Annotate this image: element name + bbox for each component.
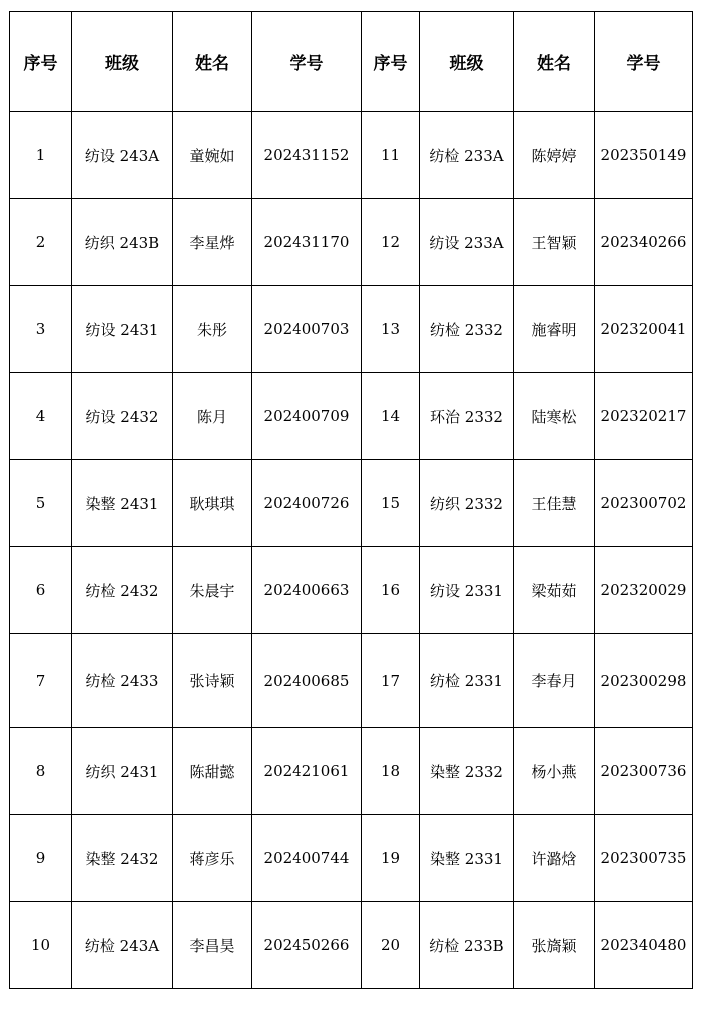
table-row xyxy=(10,815,693,902)
header-class-left: 班级 xyxy=(72,12,173,112)
student-id-cell: 202400726 xyxy=(252,460,362,547)
class-cell: 纺设 243A xyxy=(72,112,173,199)
class-cell: 纺织 2332 xyxy=(420,460,514,547)
table-row xyxy=(10,286,693,373)
name-cell: 杨小燕 xyxy=(514,728,595,815)
class-cell: 纺织 243B xyxy=(72,199,173,286)
seq-cell: 11 xyxy=(362,112,420,199)
table-row xyxy=(10,728,693,815)
seq-cell: 10 xyxy=(10,902,72,989)
class-cell: 纺设 2431 xyxy=(72,286,173,373)
header-seq-left: 序号 xyxy=(10,12,72,112)
header-id-left: 学号 xyxy=(252,12,362,112)
student-id-cell: 202450266 xyxy=(252,902,362,989)
student-id-cell: 202400663 xyxy=(252,547,362,634)
name-cell: 王智颖 xyxy=(514,199,595,286)
seq-cell: 18 xyxy=(362,728,420,815)
name-cell: 陈甜懿 xyxy=(173,728,252,815)
table-row xyxy=(10,112,693,199)
student-id-cell: 202300735 xyxy=(595,815,693,902)
name-cell: 李昌昊 xyxy=(173,902,252,989)
name-cell: 蒋彦乐 xyxy=(173,815,252,902)
class-cell: 纺检 2432 xyxy=(72,547,173,634)
header-name-left: 姓名 xyxy=(173,12,252,112)
class-cell: 纺织 2431 xyxy=(72,728,173,815)
header-class-right: 班级 xyxy=(420,12,514,112)
name-cell: 王佳慧 xyxy=(514,460,595,547)
student-id-cell: 202350149 xyxy=(595,112,693,199)
student-id-cell: 202320217 xyxy=(595,373,693,460)
name-cell: 陈婷婷 xyxy=(514,112,595,199)
name-cell: 陆寒松 xyxy=(514,373,595,460)
header-name-right: 姓名 xyxy=(514,12,595,112)
seq-cell: 3 xyxy=(10,286,72,373)
class-cell: 染整 2332 xyxy=(420,728,514,815)
seq-cell: 19 xyxy=(362,815,420,902)
header-seq-right: 序号 xyxy=(362,12,420,112)
name-cell: 耿琪琪 xyxy=(173,460,252,547)
name-cell: 张诗颖 xyxy=(173,634,252,728)
seq-cell: 14 xyxy=(362,373,420,460)
seq-cell: 20 xyxy=(362,902,420,989)
class-cell: 纺检 2433 xyxy=(72,634,173,728)
header-id-right: 学号 xyxy=(595,12,693,112)
table-row xyxy=(10,634,693,728)
class-cell: 染整 2331 xyxy=(420,815,514,902)
name-cell: 童婉如 xyxy=(173,112,252,199)
seq-cell: 8 xyxy=(10,728,72,815)
class-cell: 纺检 233B xyxy=(420,902,514,989)
header-row xyxy=(10,12,693,112)
class-cell: 纺检 2332 xyxy=(420,286,514,373)
student-id-cell: 202400685 xyxy=(252,634,362,728)
student-id-cell: 202431152 xyxy=(252,112,362,199)
student-id-cell: 202431170 xyxy=(252,199,362,286)
class-cell: 纺检 243A xyxy=(72,902,173,989)
student-id-cell: 202400709 xyxy=(252,373,362,460)
student-roster-table xyxy=(9,11,693,989)
student-id-cell: 202300298 xyxy=(595,634,693,728)
name-cell: 陈月 xyxy=(173,373,252,460)
student-id-cell: 202320041 xyxy=(595,286,693,373)
name-cell: 许潞焓 xyxy=(514,815,595,902)
seq-cell: 12 xyxy=(362,199,420,286)
class-cell: 染整 2432 xyxy=(72,815,173,902)
class-cell: 染整 2431 xyxy=(72,460,173,547)
class-cell: 纺检 2331 xyxy=(420,634,514,728)
class-cell: 纺检 233A xyxy=(420,112,514,199)
name-cell: 李星烨 xyxy=(173,199,252,286)
seq-cell: 4 xyxy=(10,373,72,460)
seq-cell: 16 xyxy=(362,547,420,634)
table-row xyxy=(10,199,693,286)
seq-cell: 5 xyxy=(10,460,72,547)
name-cell: 李春月 xyxy=(514,634,595,728)
name-cell: 朱彤 xyxy=(173,286,252,373)
class-cell: 纺设 2331 xyxy=(420,547,514,634)
name-cell: 梁茹茹 xyxy=(514,547,595,634)
seq-cell: 6 xyxy=(10,547,72,634)
student-id-cell: 202300736 xyxy=(595,728,693,815)
seq-cell: 2 xyxy=(10,199,72,286)
table-row xyxy=(10,460,693,547)
student-id-cell: 202400703 xyxy=(252,286,362,373)
student-id-cell: 202340266 xyxy=(595,199,693,286)
student-id-cell: 202340480 xyxy=(595,902,693,989)
table-row xyxy=(10,547,693,634)
seq-cell: 9 xyxy=(10,815,72,902)
student-id-cell: 202400744 xyxy=(252,815,362,902)
student-id-cell: 202300702 xyxy=(595,460,693,547)
student-id-cell: 202320029 xyxy=(595,547,693,634)
student-id-cell: 202421061 xyxy=(252,728,362,815)
seq-cell: 15 xyxy=(362,460,420,547)
class-cell: 纺设 2432 xyxy=(72,373,173,460)
seq-cell: 7 xyxy=(10,634,72,728)
seq-cell: 13 xyxy=(362,286,420,373)
table-row xyxy=(10,902,693,989)
name-cell: 张旖颖 xyxy=(514,902,595,989)
seq-cell: 1 xyxy=(10,112,72,199)
seq-cell: 17 xyxy=(362,634,420,728)
class-cell: 环治 2332 xyxy=(420,373,514,460)
class-cell: 纺设 233A xyxy=(420,199,514,286)
name-cell: 朱晨宇 xyxy=(173,547,252,634)
table-row xyxy=(10,373,693,460)
name-cell: 施睿明 xyxy=(514,286,595,373)
